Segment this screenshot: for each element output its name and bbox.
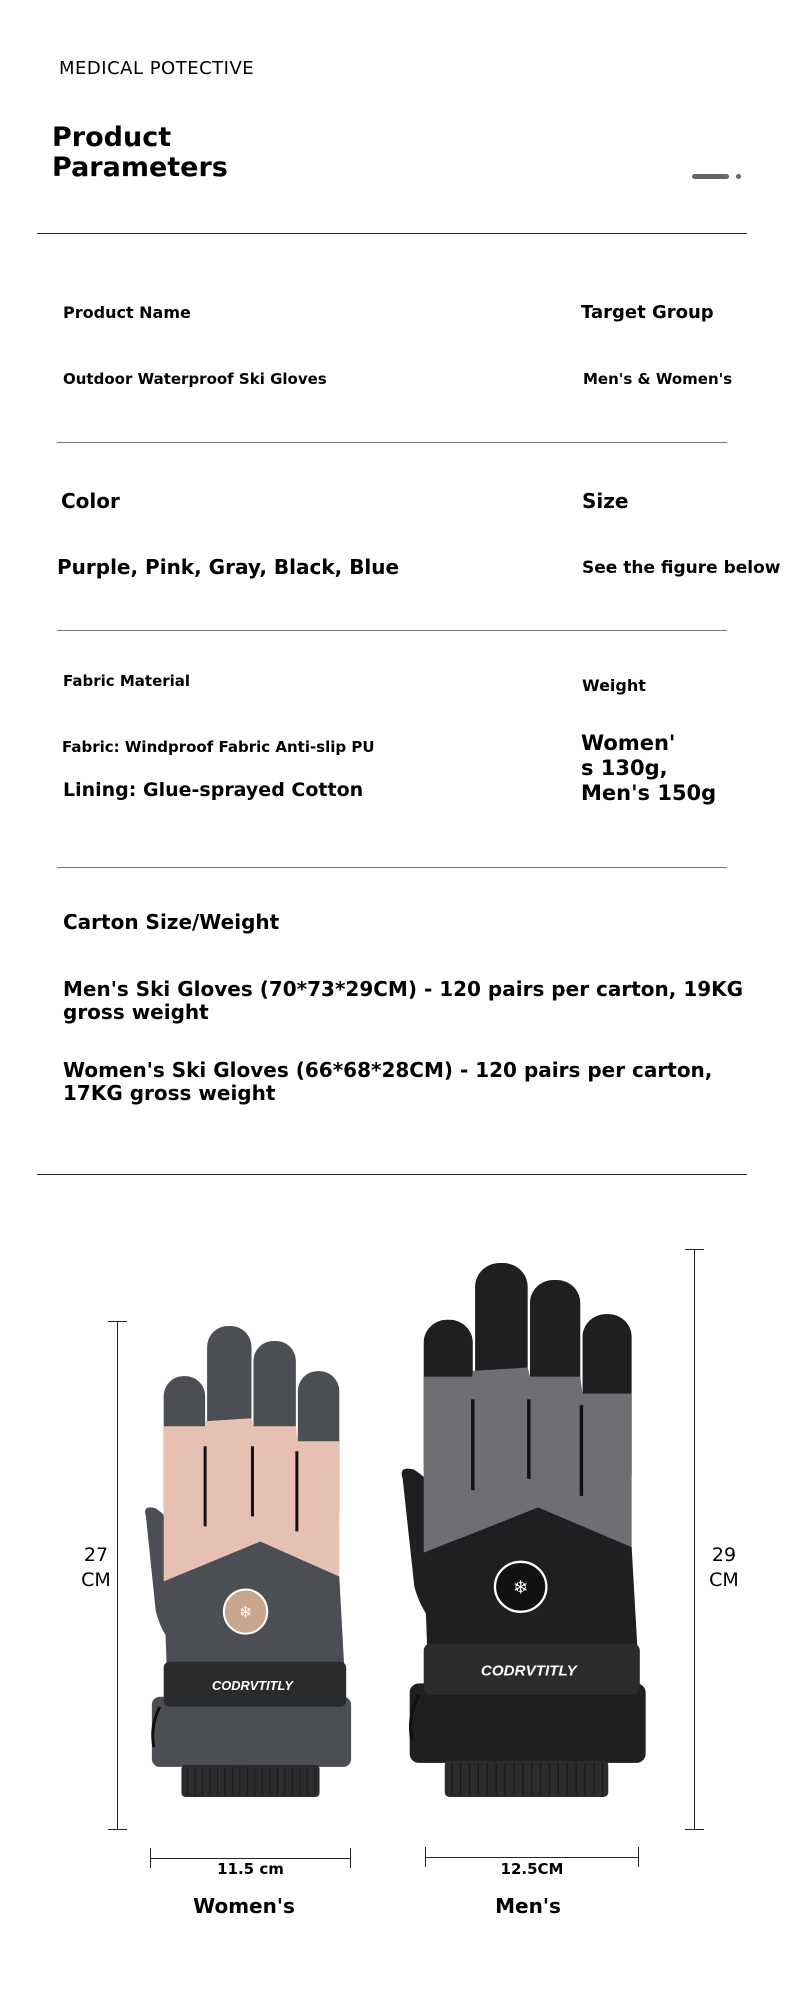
carousel-indicator-dot [736,174,741,179]
svg-text:❄: ❄ [238,1602,253,1622]
divider [57,442,727,443]
page-title-line1: Product [52,122,172,153]
size-label: Size [582,489,629,513]
weight-line: Women' [581,731,676,755]
mens-width-label: 12.5CM [500,1860,564,1878]
carton-label: Carton Size/Weight [63,910,280,934]
svg-text:❄: ❄ [512,1577,529,1599]
fabric-value: Fabric: Windproof Fabric Anti-slip PU [62,738,375,756]
length-unit: CM [81,1569,111,1591]
divider [57,630,727,631]
fabric-material-label: Fabric Material [63,672,191,690]
product-name-value: Outdoor Waterproof Ski Gloves [63,370,327,388]
page-title [52,123,228,183]
mens-length-dimension-line [694,1249,695,1830]
dimension-tick [108,1321,127,1322]
womens-width-dimension-line [150,1858,351,1859]
womens-label: Women's [193,1894,295,1918]
divider [57,867,727,868]
dimension-tick [108,1829,127,1830]
mens-length-label [708,1543,740,1593]
womens-length-label [80,1543,112,1593]
brand-label: MEDICAL POTECTIVE [59,58,255,79]
product-name-label: Product Name [63,303,191,322]
dimension-tick [685,1829,704,1830]
womens-length-dimension-line [117,1321,118,1830]
target-group-value: Men's & Women's [583,370,733,388]
lining-value: Lining: Glue-sprayed Cotton [63,779,364,801]
dimension-tick [685,1249,704,1250]
divider [37,1174,747,1175]
carton-mens: Men's Ski Gloves (70*73*29CM) - 120 pairs per carton, 19KG gross weight [63,977,744,1024]
weight-line: s 130g, [581,756,668,780]
womens-width-label: 11.5 cm [217,1860,284,1878]
carton-womens: Women's Ski Gloves (66*68*28CM) - 120 pairs per carton, 17KG gross weight [63,1058,713,1105]
carousel-indicator-active [692,174,729,179]
glove-lower-body [410,1683,646,1763]
glove-logo: CODRVTITLY [212,1677,293,1693]
mens-label: Men's [495,1894,561,1918]
weight-value [581,731,716,806]
weight-line: Men's 150g [581,781,717,805]
length-unit: CM [709,1569,739,1591]
color-value: Purple, Pink, Gray, Black, Blue [57,555,400,579]
mens-glove-image [398,1263,655,1797]
size-value: See the figure below [582,558,781,578]
mens-width-dimension-line [425,1857,639,1858]
color-label: Color [61,489,120,513]
page-title-line2: Parameters [52,152,228,183]
glove-lower-body [152,1697,351,1767]
length-number: 27 [83,1544,109,1566]
womens-glove-image [142,1326,359,1797]
weight-label: Weight [582,676,646,695]
divider [37,233,747,234]
glove-logo: CODRVTITLY [480,1662,577,1680]
length-number: 29 [711,1544,737,1566]
target-group-label: Target Group [581,302,714,323]
